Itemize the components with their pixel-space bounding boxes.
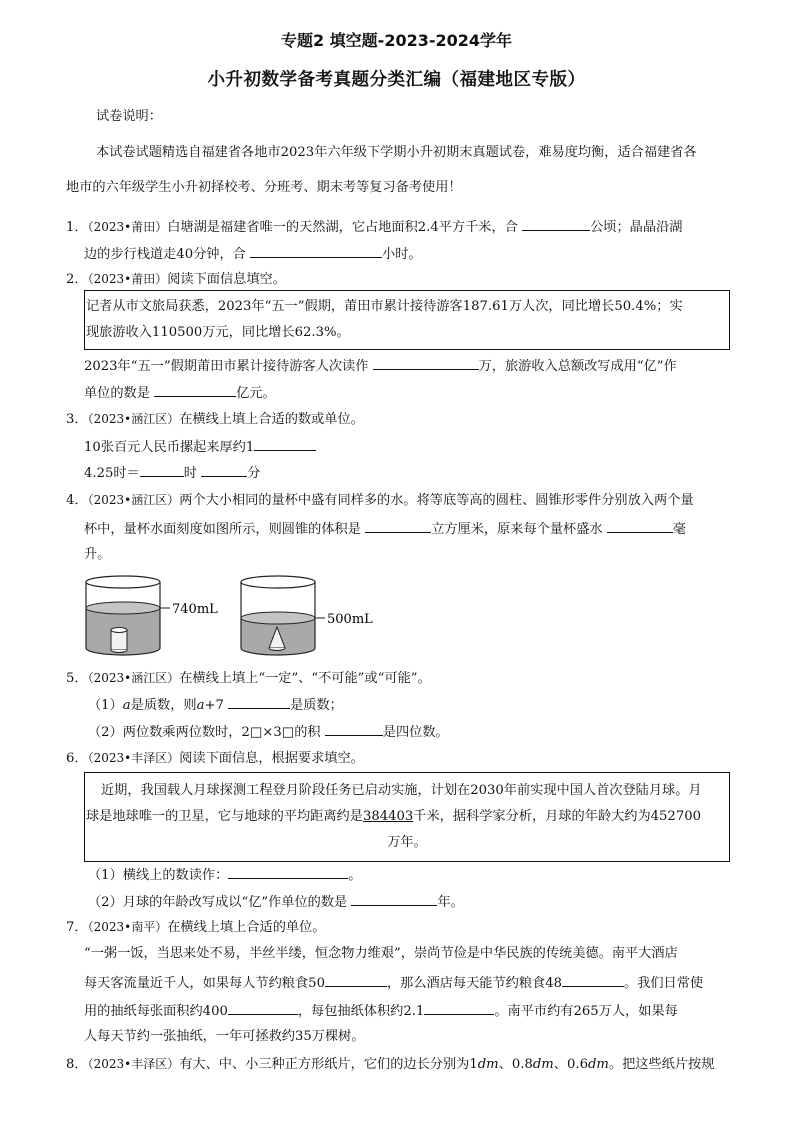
question-3-line-2 bbox=[84, 436, 316, 458]
question-text: 有大、中、小三种正方形纸片，它们的边长分别为1 bbox=[179, 1057, 478, 1072]
page-title-line2: 小升初数学备考真题分类汇编（福建地区专版） bbox=[207, 70, 586, 90]
answer-blank[interactable] bbox=[325, 721, 383, 736]
answer-blank[interactable] bbox=[140, 462, 184, 477]
info-box bbox=[84, 290, 730, 350]
info-box-line-2: 现旅游收入110500万元，同比增长62.3%。 bbox=[86, 325, 350, 340]
question-text: 单位的数是 bbox=[84, 386, 150, 401]
question-text: 杯中，量杯水面刻度如图所示，则圆锥的体积是 bbox=[84, 522, 361, 537]
question-text: 时 bbox=[183, 466, 197, 481]
unit: dm bbox=[587, 1057, 609, 1072]
cup1-reading-label: 740mL bbox=[172, 602, 218, 617]
question-number: 4． bbox=[66, 493, 88, 508]
question-prompt: 在横线上填上“一定”、“不可能”或“可能”。 bbox=[179, 671, 431, 686]
answer-blank[interactable] bbox=[228, 864, 348, 879]
answer-blank[interactable] bbox=[373, 355, 479, 370]
question-text: 是四位数。 bbox=[382, 725, 449, 740]
answer-blank[interactable] bbox=[607, 518, 673, 533]
answer-blank[interactable] bbox=[228, 1000, 298, 1015]
answer-blank[interactable] bbox=[154, 382, 236, 397]
unit: dm bbox=[532, 1057, 554, 1072]
question-source: （2023•南平） bbox=[87, 920, 168, 934]
question-text: 、0.6 bbox=[553, 1057, 588, 1072]
question-number: 5． bbox=[66, 671, 88, 686]
answer-blank[interactable] bbox=[424, 1000, 494, 1015]
question-text: 年。 bbox=[437, 895, 464, 910]
variable: a bbox=[122, 698, 131, 713]
question-source: （2023•莆田） bbox=[87, 272, 168, 286]
unit: dm bbox=[477, 1057, 499, 1072]
question-4-line-2 bbox=[84, 518, 686, 540]
question-source: （2023•莆田） bbox=[87, 220, 168, 234]
question-2-line-3 bbox=[84, 382, 276, 404]
question-8-line-1 bbox=[66, 1054, 714, 1075]
question-text: 。南平市约有265万人，如果每 bbox=[494, 1004, 678, 1019]
question-prompt: 在横线上填上合适的数或单位。 bbox=[179, 412, 364, 427]
answer-blank[interactable] bbox=[562, 972, 624, 987]
question-text: 。我们日常使 bbox=[624, 976, 704, 991]
question-number: 2． bbox=[66, 272, 88, 287]
question-source: （2023•涵江区） bbox=[87, 493, 180, 507]
answer-blank[interactable] bbox=[365, 518, 431, 533]
question-7-line-1 bbox=[66, 917, 325, 938]
question-prompt: 在横线上填上合适的单位。 bbox=[167, 920, 326, 935]
question-text: 用的抽纸每张面积约400 bbox=[84, 1004, 228, 1019]
question-number: 8． bbox=[66, 1057, 88, 1072]
question-5-part-1 bbox=[88, 694, 343, 716]
question-number: 7． bbox=[66, 920, 88, 935]
info-text: 千米，据科学家分析，月球的年龄大约为452700 bbox=[413, 809, 701, 824]
question-text: 小时。 bbox=[382, 247, 422, 262]
question-prompt: 阅读下面信息，根据要求填空。 bbox=[179, 751, 364, 766]
answer-blank[interactable] bbox=[254, 436, 316, 451]
answer-blank[interactable] bbox=[522, 216, 590, 231]
question-text: 。 bbox=[348, 868, 362, 883]
question-2-line-1 bbox=[66, 269, 286, 290]
question-text: ，每包抽纸体积约2.1 bbox=[297, 1004, 425, 1019]
question-7-line-2: “一粥一饭，当思来处不易，半丝半缕，恒念物力维艰”，崇尚节俭是中华民族的传统美德。南平大酒店 bbox=[84, 946, 678, 961]
answer-blank[interactable] bbox=[228, 694, 290, 709]
question-text: 4.25时＝ bbox=[84, 466, 140, 481]
question-text: 两个大小相同的量杯中盛有同样多的水。将等底等高的圆柱、圆锥形零件分别放入两个量 bbox=[179, 493, 694, 508]
question-4-line-3: 升。 bbox=[84, 547, 111, 562]
question-source: （2023•丰泽区） bbox=[87, 1057, 180, 1071]
measuring-cups-figure bbox=[78, 568, 378, 662]
question-1-line-1 bbox=[66, 216, 682, 238]
question-number: 6． bbox=[66, 751, 88, 766]
question-text: 立方厘米，原来每个量杯盛水 bbox=[431, 522, 603, 537]
info-box-line-2 bbox=[86, 807, 701, 827]
question-6-line-1 bbox=[66, 748, 364, 769]
question-1-line-2 bbox=[84, 243, 422, 265]
question-text: 公顷；晶晶沿湖 bbox=[590, 220, 683, 235]
underlined-number: 384403 bbox=[362, 809, 414, 824]
question-number: 3． bbox=[66, 412, 88, 427]
variable: a bbox=[196, 698, 205, 713]
cylinder-cup bbox=[86, 576, 218, 655]
answer-blank[interactable] bbox=[201, 462, 247, 477]
question-text: 亿元。 bbox=[236, 386, 276, 401]
info-box bbox=[84, 772, 730, 862]
question-5-line-1 bbox=[66, 668, 431, 689]
answer-blank[interactable] bbox=[250, 243, 382, 258]
question-5-part-2 bbox=[88, 721, 449, 743]
question-6-part-2 bbox=[88, 891, 464, 913]
info-box-line-3: 万年。 bbox=[387, 835, 427, 850]
question-text: 毫 bbox=[672, 522, 686, 537]
question-text: 白塘湖是福建省唯一的天然湖，它占地面积2.4平方千米，合 bbox=[167, 220, 518, 235]
question-text: （1）横线上的数读作： bbox=[88, 868, 229, 883]
question-source: （2023•丰泽区） bbox=[87, 751, 180, 765]
question-text: 。把这些纸片按规 bbox=[608, 1057, 715, 1072]
question-7-line-5: 人每天节约一张抽纸，一年可拯救约35万棵树。 bbox=[84, 1029, 365, 1044]
question-text: 万，旅游收入总额改写成用“亿”作 bbox=[478, 359, 677, 374]
question-text: 是质数，则 bbox=[130, 698, 197, 713]
cup2-reading-label: 500mL bbox=[327, 612, 373, 627]
cylinder-part bbox=[111, 628, 127, 653]
question-7-line-3 bbox=[84, 972, 703, 994]
question-4-line-1 bbox=[66, 490, 694, 511]
question-text: 边的步行栈道走40分钟，合 bbox=[84, 247, 246, 262]
question-text: ，那么酒店每天能节约粮食48 bbox=[386, 976, 562, 991]
question-text: 、0.8 bbox=[498, 1057, 533, 1072]
question-text: 2023年“五一”假期莆田市累计接待游客人次读作 bbox=[84, 359, 369, 374]
answer-blank[interactable] bbox=[351, 891, 437, 906]
cone-cup bbox=[241, 576, 373, 655]
question-text: 是质数； bbox=[290, 698, 343, 713]
question-7-line-4 bbox=[84, 1000, 678, 1022]
question-text: （2）两位数乘两位数时，2□×3□的积 bbox=[88, 725, 321, 740]
question-3-line-3 bbox=[84, 462, 260, 484]
question-6-part-1 bbox=[88, 864, 361, 886]
question-text: 10张百元人民币摞起来厚约1 bbox=[84, 440, 255, 455]
page-title-line1: 专题2 填空题-2023-2024学年 bbox=[280, 31, 513, 50]
info-text: 球是地球唯一的卫星，它与地球的平均距离约是 bbox=[86, 809, 363, 824]
question-2-line-2 bbox=[84, 355, 677, 377]
answer-blank[interactable] bbox=[325, 972, 387, 987]
intro-text-2: 地市的六年级学生小升初择校考、分班考、期末考等复习备考使用！ bbox=[66, 180, 462, 195]
question-text: +7 bbox=[204, 698, 224, 713]
question-source: （2023•涵江区） bbox=[87, 671, 180, 685]
intro-label: 试卷说明： bbox=[96, 109, 162, 124]
intro-text-1: 本试卷试题精选自福建省各地市2023年六年级下学期小升初期末真题试卷，难易度均衡，适合福建省各 bbox=[96, 145, 697, 160]
part-number: （1） bbox=[88, 698, 123, 713]
question-text: 分 bbox=[247, 466, 261, 481]
question-source: （2023•涵江区） bbox=[87, 412, 180, 426]
question-3-line-1 bbox=[66, 409, 364, 430]
info-box-line-1: 近期，我国载人月球探测工程登月阶段任务已启动实施，计划在2030年前实现中国人首次登陆月球。月 bbox=[101, 783, 702, 798]
question-prompt: 阅读下面信息填空。 bbox=[167, 272, 286, 287]
info-box-line-1: 记者从市文旅局获悉，2023年“五一”假期，莆田市累计接待游客187.61万人次，同比增长50.4%；实 bbox=[86, 299, 683, 314]
question-text: 每天客流量近千人，如果每人节约粮食50 bbox=[84, 976, 325, 991]
question-text: （2）月球的年龄改写成以“亿”作单位的数是 bbox=[88, 895, 348, 910]
question-number: 1． bbox=[66, 220, 88, 235]
